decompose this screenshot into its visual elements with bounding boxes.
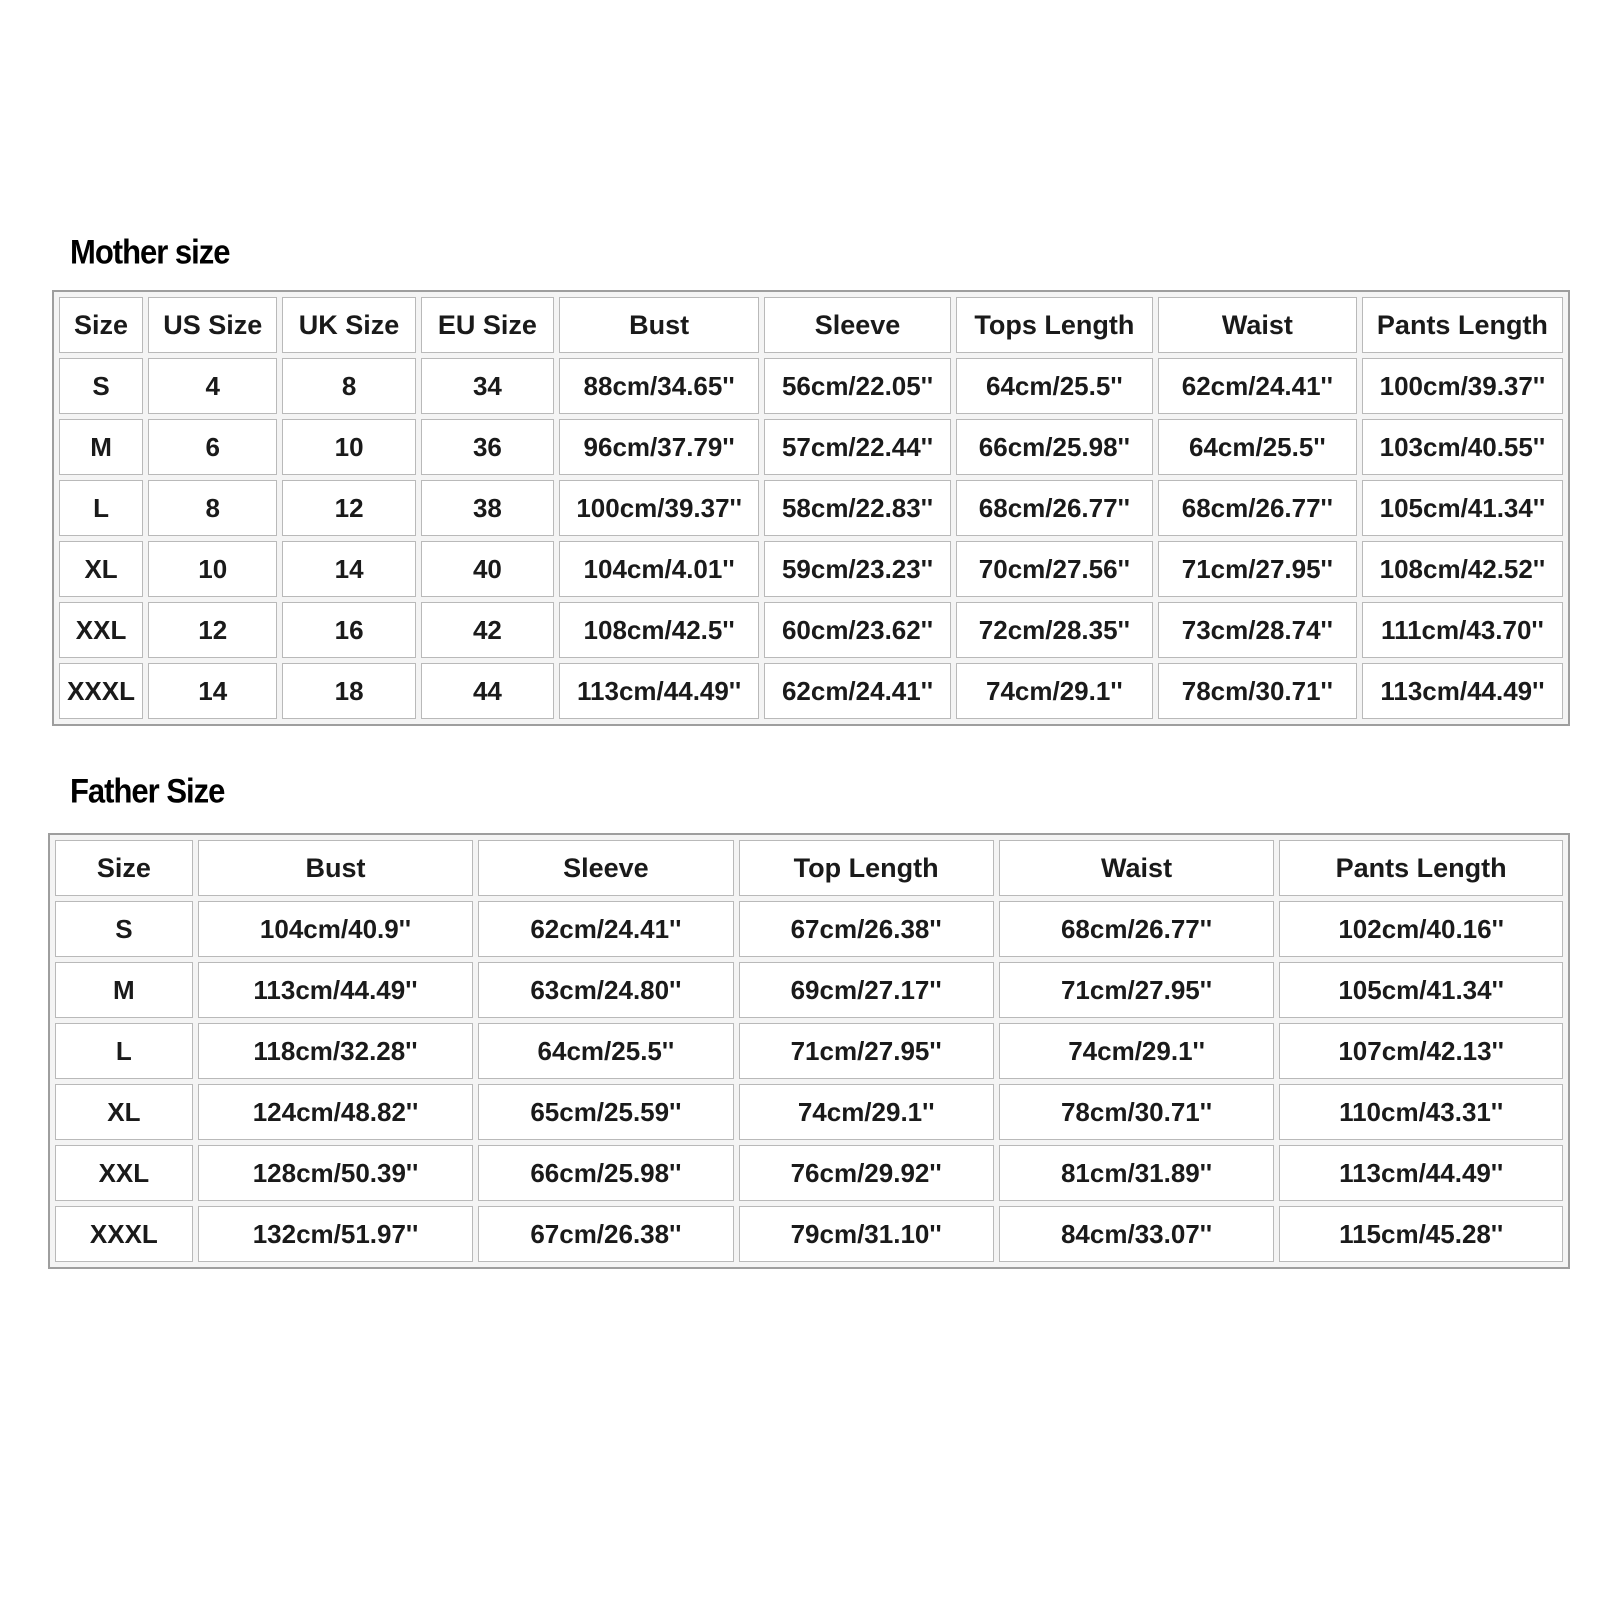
cell-bust: 100cm/39.37'': [559, 480, 759, 536]
cell-bust: 113cm/44.49'': [559, 663, 759, 719]
header-bust: Bust: [198, 840, 474, 896]
header-sleeve: Sleeve: [478, 840, 733, 896]
cell-tops-length: 70cm/27.56'': [956, 541, 1153, 597]
cell-us-size: 12: [148, 602, 277, 658]
cell-waist: 71cm/27.95'': [1158, 541, 1357, 597]
cell-us-size: 4: [148, 358, 277, 414]
cell-size: XXL: [55, 1145, 193, 1201]
cell-uk-size: 16: [282, 602, 415, 658]
cell-size: XXL: [59, 602, 143, 658]
cell-pants-length: 115cm/45.28'': [1279, 1206, 1563, 1262]
cell-us-size: 14: [148, 663, 277, 719]
cell-size: M: [55, 962, 193, 1018]
header-pants-length: Pants Length: [1362, 297, 1563, 353]
father-size-table: [48, 833, 1570, 1269]
cell-tops-length: 66cm/25.98'': [956, 419, 1153, 475]
cell-sleeve: 56cm/22.05'': [764, 358, 951, 414]
table-row: [55, 901, 1563, 957]
cell-waist: 64cm/25.5'': [1158, 419, 1357, 475]
table-row: [55, 1084, 1563, 1140]
cell-bust: 113cm/44.49'': [198, 962, 474, 1018]
cell-tops-length: 74cm/29.1'': [956, 663, 1153, 719]
cell-bust: 132cm/51.97'': [198, 1206, 474, 1262]
cell-sleeve: 62cm/24.41'': [478, 901, 733, 957]
cell-pants-length: 108cm/42.52'': [1362, 541, 1563, 597]
header-bust: Bust: [559, 297, 759, 353]
cell-pants-length: 103cm/40.55'': [1362, 419, 1563, 475]
cell-waist: 68cm/26.77'': [999, 901, 1275, 957]
cell-size: M: [59, 419, 143, 475]
cell-bust: 128cm/50.39'': [198, 1145, 474, 1201]
table-row: [59, 602, 1563, 658]
cell-waist: 78cm/30.71'': [1158, 663, 1357, 719]
header-size: Size: [59, 297, 143, 353]
cell-bust: 104cm/4.01'': [559, 541, 759, 597]
cell-tops-length: 64cm/25.5'': [956, 358, 1153, 414]
mother-size-title: Mother size: [70, 232, 230, 272]
cell-bust: 88cm/34.65'': [559, 358, 759, 414]
cell-bust: 96cm/37.79'': [559, 419, 759, 475]
header-uk-size: UK Size: [282, 297, 415, 353]
cell-sleeve: 60cm/23.62'': [764, 602, 951, 658]
cell-eu-size: 42: [421, 602, 554, 658]
cell-top-length: 67cm/26.38'': [739, 901, 994, 957]
cell-uk-size: 10: [282, 419, 415, 475]
cell-sleeve: 64cm/25.5'': [478, 1023, 733, 1079]
cell-tops-length: 68cm/26.77'': [956, 480, 1153, 536]
cell-pants-length: 107cm/42.13'': [1279, 1023, 1563, 1079]
header-row: [55, 840, 1563, 896]
table-row: [59, 419, 1563, 475]
cell-size: XXXL: [55, 1206, 193, 1262]
cell-size: S: [59, 358, 143, 414]
father-table-header: [55, 840, 1563, 896]
father-size-title: Father Size: [70, 771, 225, 811]
cell-us-size: 6: [148, 419, 277, 475]
table-row: [59, 541, 1563, 597]
cell-pants-length: 105cm/41.34'': [1362, 480, 1563, 536]
cell-uk-size: 12: [282, 480, 415, 536]
cell-pants-length: 102cm/40.16'': [1279, 901, 1563, 957]
header-pants-length: Pants Length: [1279, 840, 1563, 896]
header-top-length: Top Length: [739, 840, 994, 896]
cell-size: XL: [59, 541, 143, 597]
cell-size: S: [55, 901, 193, 957]
cell-top-length: 69cm/27.17'': [739, 962, 994, 1018]
cell-waist: 74cm/29.1'': [999, 1023, 1275, 1079]
table-row: [55, 1206, 1563, 1262]
cell-uk-size: 18: [282, 663, 415, 719]
cell-waist: 68cm/26.77'': [1158, 480, 1357, 536]
cell-size: XL: [55, 1084, 193, 1140]
cell-size: L: [55, 1023, 193, 1079]
header-tops-length: Tops Length: [956, 297, 1153, 353]
cell-pants-length: 113cm/44.49'': [1362, 663, 1563, 719]
cell-bust: 118cm/32.28'': [198, 1023, 474, 1079]
cell-top-length: 74cm/29.1'': [739, 1084, 994, 1140]
cell-sleeve: 67cm/26.38'': [478, 1206, 733, 1262]
table-row: [59, 358, 1563, 414]
header-sleeve: Sleeve: [764, 297, 951, 353]
cell-bust: 124cm/48.82'': [198, 1084, 474, 1140]
cell-size: L: [59, 480, 143, 536]
cell-size: XXXL: [59, 663, 143, 719]
header-waist: Waist: [1158, 297, 1357, 353]
cell-eu-size: 38: [421, 480, 554, 536]
cell-us-size: 10: [148, 541, 277, 597]
mother-size-table: [52, 290, 1570, 726]
cell-waist: 84cm/33.07'': [999, 1206, 1275, 1262]
cell-waist: 73cm/28.74'': [1158, 602, 1357, 658]
mother-table-header: [59, 297, 1563, 353]
cell-waist: 81cm/31.89'': [999, 1145, 1275, 1201]
mother-table-body: [59, 358, 1563, 719]
cell-sleeve: 63cm/24.80'': [478, 962, 733, 1018]
header-row: [59, 297, 1563, 353]
cell-sleeve: 66cm/25.98'': [478, 1145, 733, 1201]
cell-pants-length: 100cm/39.37'': [1362, 358, 1563, 414]
cell-pants-length: 110cm/43.31'': [1279, 1084, 1563, 1140]
cell-sleeve: 65cm/25.59'': [478, 1084, 733, 1140]
cell-top-length: 76cm/29.92'': [739, 1145, 994, 1201]
cell-pants-length: 113cm/44.49'': [1279, 1145, 1563, 1201]
cell-pants-length: 111cm/43.70'': [1362, 602, 1563, 658]
cell-sleeve: 62cm/24.41'': [764, 663, 951, 719]
cell-uk-size: 8: [282, 358, 415, 414]
cell-eu-size: 40: [421, 541, 554, 597]
cell-eu-size: 44: [421, 663, 554, 719]
table-row: [59, 480, 1563, 536]
cell-bust: 108cm/42.5'': [559, 602, 759, 658]
cell-eu-size: 36: [421, 419, 554, 475]
cell-sleeve: 57cm/22.44'': [764, 419, 951, 475]
table-row: [59, 663, 1563, 719]
cell-uk-size: 14: [282, 541, 415, 597]
cell-eu-size: 34: [421, 358, 554, 414]
cell-bust: 104cm/40.9'': [198, 901, 474, 957]
table-row: [55, 962, 1563, 1018]
table-row: [55, 1023, 1563, 1079]
cell-waist: 62cm/24.41'': [1158, 358, 1357, 414]
cell-top-length: 79cm/31.10'': [739, 1206, 994, 1262]
header-eu-size: EU Size: [421, 297, 554, 353]
cell-sleeve: 58cm/22.83'': [764, 480, 951, 536]
header-waist: Waist: [999, 840, 1275, 896]
cell-us-size: 8: [148, 480, 277, 536]
header-size: Size: [55, 840, 193, 896]
cell-pants-length: 105cm/41.34'': [1279, 962, 1563, 1018]
cell-top-length: 71cm/27.95'': [739, 1023, 994, 1079]
cell-sleeve: 59cm/23.23'': [764, 541, 951, 597]
table-row: [55, 1145, 1563, 1201]
header-us-size: US Size: [148, 297, 277, 353]
cell-waist: 78cm/30.71'': [999, 1084, 1275, 1140]
father-table-body: [55, 901, 1563, 1262]
cell-waist: 71cm/27.95'': [999, 962, 1275, 1018]
cell-tops-length: 72cm/28.35'': [956, 602, 1153, 658]
